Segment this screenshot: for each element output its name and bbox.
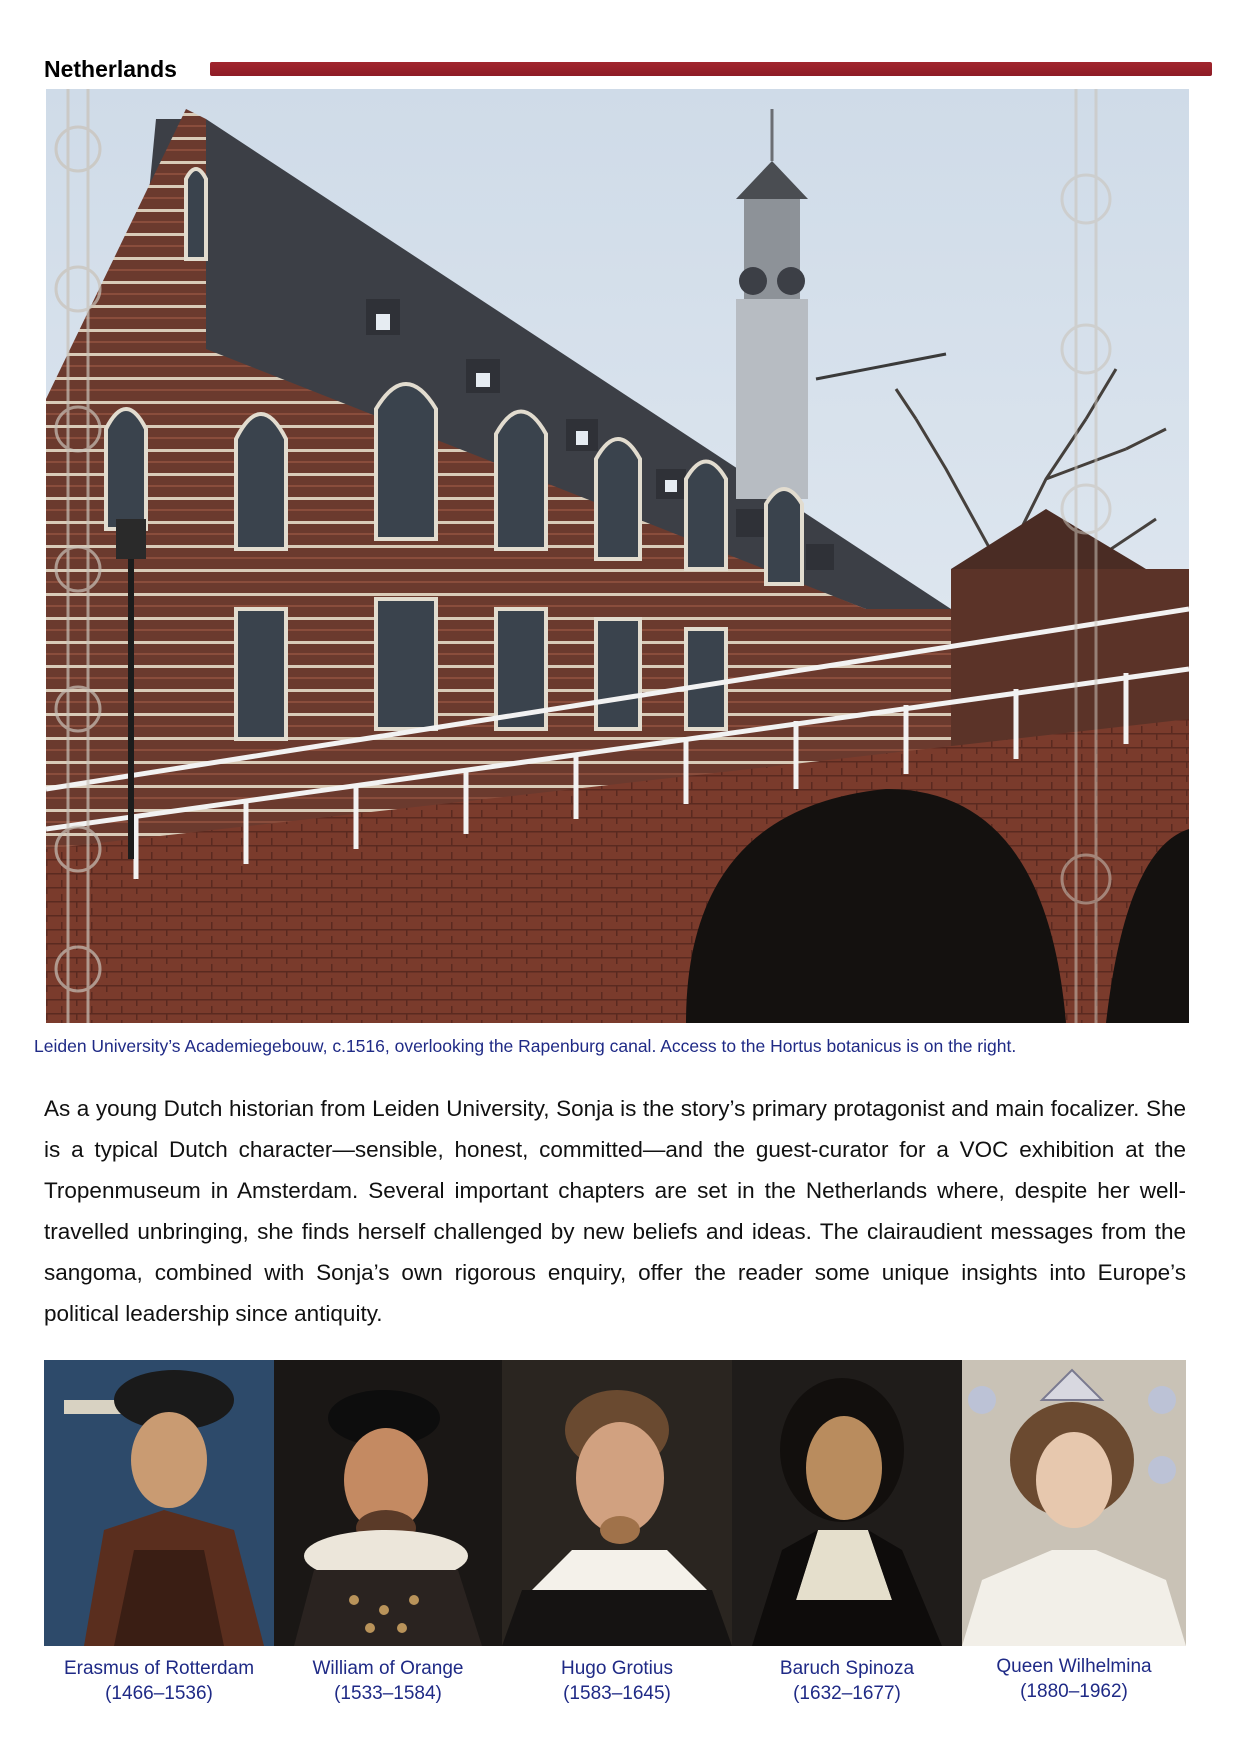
body-paragraph: As a young Dutch historian from Leiden University, Sonja is the story’s primary protagonist and main focalizer. She is a typical Dutch character—sensible, honest, committed—and the guest-curator for a VOC exhibition at the Tropenmuseum in Amsterdam. Several important chapters are set in the Netherlands where, despite her well-travelled unbringing, she finds herself challenged by new beliefs and ideas. The clairaudient messages from the sangoma, combined with Sonja’s own rigorous enquiry, offer the reader some unique insights into Europe’s political leadership since antiquity.: [44, 1096, 1186, 1326]
portrait-strip: [44, 1360, 1186, 1646]
portrait-baruch-spinoza: [732, 1360, 962, 1646]
photo-caption: Leiden University’s Academiegebouw, c.1516, overlooking the Rapenburg canal. Access to the Hortus botanicus is on the right.: [34, 1036, 1017, 1056]
portrait-years: (1583–1645): [563, 1683, 671, 1704]
portrait-name: Queen Wilhelmina: [996, 1656, 1152, 1677]
portrait-queen-wilhelmina: [962, 1360, 1186, 1646]
portrait-name: William of Orange: [312, 1658, 464, 1679]
header-accent-bar: [210, 62, 1212, 76]
caption-queen-wilhelmina: [962, 1654, 1186, 1704]
page-title: Netherlands: [44, 56, 177, 82]
caption-william-of-orange: [274, 1656, 502, 1706]
portrait-years: (1632–1677): [793, 1683, 901, 1704]
portrait-name: Erasmus of Rotterdam: [63, 1658, 255, 1679]
portrait-years: (1533–1584): [334, 1683, 442, 1704]
caption-erasmus: [44, 1656, 274, 1706]
portrait-erasmus: [44, 1360, 274, 1646]
academiegebouw-photo: [46, 89, 1189, 1023]
portrait-william-of-orange: [274, 1360, 502, 1646]
caption-hugo-grotius: [502, 1656, 732, 1706]
caption-baruch-spinoza: [732, 1656, 962, 1706]
portrait-years: (1880–1962): [1020, 1681, 1128, 1702]
portrait-name: Baruch Spinoza: [779, 1658, 915, 1679]
portrait-hugo-grotius: [502, 1360, 732, 1646]
portrait-name: Hugo Grotius: [561, 1658, 673, 1679]
portrait-years: (1466–1536): [105, 1683, 213, 1704]
